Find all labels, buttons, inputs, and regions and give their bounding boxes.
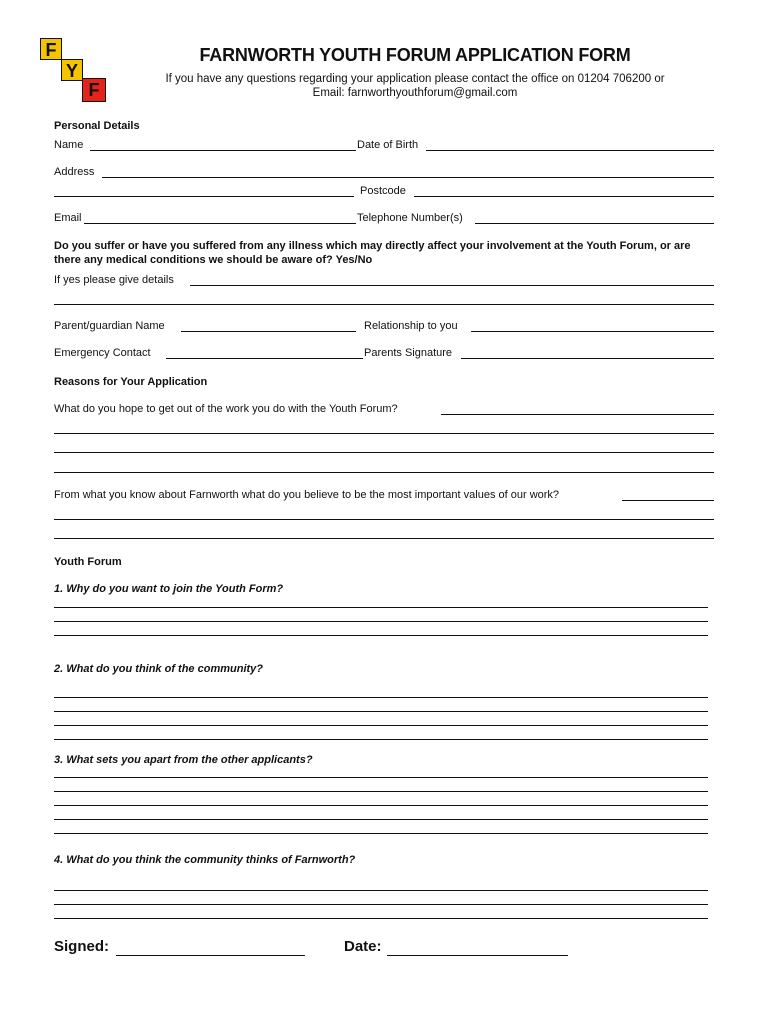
address-field-2[interactable] [54,196,354,197]
q3-answer-1[interactable] [54,777,708,778]
postcode-field[interactable] [414,196,714,197]
q3-answer-3[interactable] [54,805,708,806]
personal-details-heading: Personal Details [54,120,140,132]
q1-answer-1[interactable] [54,607,708,608]
values-answer-2[interactable] [54,519,714,520]
youth-forum-heading: Youth Forum [54,556,122,568]
postcode-label: Postcode [360,185,406,197]
logo-letter-f-top: F [40,38,62,60]
question-3: 3. What sets you apart from the other applicants? [54,754,313,766]
parent-signature-field[interactable] [461,358,714,359]
contact-line-2: Email: farnworthyouthforum@gmail.com [312,87,518,99]
parent-signature-label: Parents Signature [364,347,453,359]
q4-answer-1[interactable] [54,890,708,891]
telephone-label: Telephone Number(s) [357,212,463,224]
q4-answer-3[interactable] [54,918,708,919]
dob-label: Date of Birth [357,139,419,151]
address-label: Address [54,166,95,178]
parent-name-label: Parent/guardian Name [54,320,165,332]
q2-answer-2[interactable] [54,711,708,712]
email-label: Email [54,212,82,224]
logo-letter-y: Y [61,59,83,81]
hope-answer-4[interactable] [54,472,714,473]
question-1: 1. Why do you want to join the Youth Form? [54,583,284,595]
relationship-label: Relationship to you [364,320,458,332]
q1-answer-3[interactable] [54,635,708,636]
question-2: 2. What do you think of the community? [54,663,263,675]
fyf-logo [40,38,108,102]
contact-line-1: If you have any questions regarding your application please contact the office on 01204 706200 or [165,73,665,85]
q1-answer-2[interactable] [54,621,708,622]
emergency-contact-field[interactable] [166,358,363,359]
illness-details-field-1[interactable] [190,285,714,286]
illness-details-field-2[interactable] [54,304,714,305]
form-title: FARNWORTH YOUTH FORUM APPLICATION FORM [199,45,631,65]
q2-answer-1[interactable] [54,697,708,698]
values-question: From what you know about Farnworth what do you believe to be the most important values of our work? [54,489,560,501]
dob-field[interactable] [426,150,714,151]
hope-answer-2[interactable] [54,433,714,434]
signed-label: Signed: [54,938,109,955]
q2-answer-3[interactable] [54,725,708,726]
q3-answer-5[interactable] [54,833,708,834]
question-4: 4. What do you think the community thinks of Farnworth? [54,854,356,866]
values-answer-3[interactable] [54,538,714,539]
q3-answer-2[interactable] [54,791,708,792]
email-field[interactable] [84,223,356,224]
parent-name-field[interactable] [181,331,356,332]
logo-letter-f-bottom: F [82,78,106,102]
address-field-1[interactable] [102,177,714,178]
telephone-field[interactable] [475,223,714,224]
q4-answer-2[interactable] [54,904,708,905]
q3-answer-4[interactable] [54,819,708,820]
if-yes-label: If yes please give details [54,274,174,286]
name-label: Name [54,139,84,151]
reasons-heading: Reasons for Your Application [54,376,208,388]
hope-answer-1[interactable] [441,414,714,415]
date-label: Date: [344,938,382,955]
hope-answer-3[interactable] [54,452,714,453]
values-answer-1[interactable] [622,500,714,501]
signed-field[interactable] [116,955,305,956]
emergency-contact-label: Emergency Contact [54,347,151,359]
illness-question: Do you suffer or have you suffered from any illness which may directly affect your involvement at the Youth Forum, or are there any medical conditions we should be aware of? Yes/No [54,240,691,266]
hope-question: What do you hope to get out of the work you do with the Youth Forum? [54,403,398,415]
relationship-field[interactable] [471,331,714,332]
q2-answer-4[interactable] [54,739,708,740]
name-field[interactable] [90,150,356,151]
date-field[interactable] [387,955,568,956]
